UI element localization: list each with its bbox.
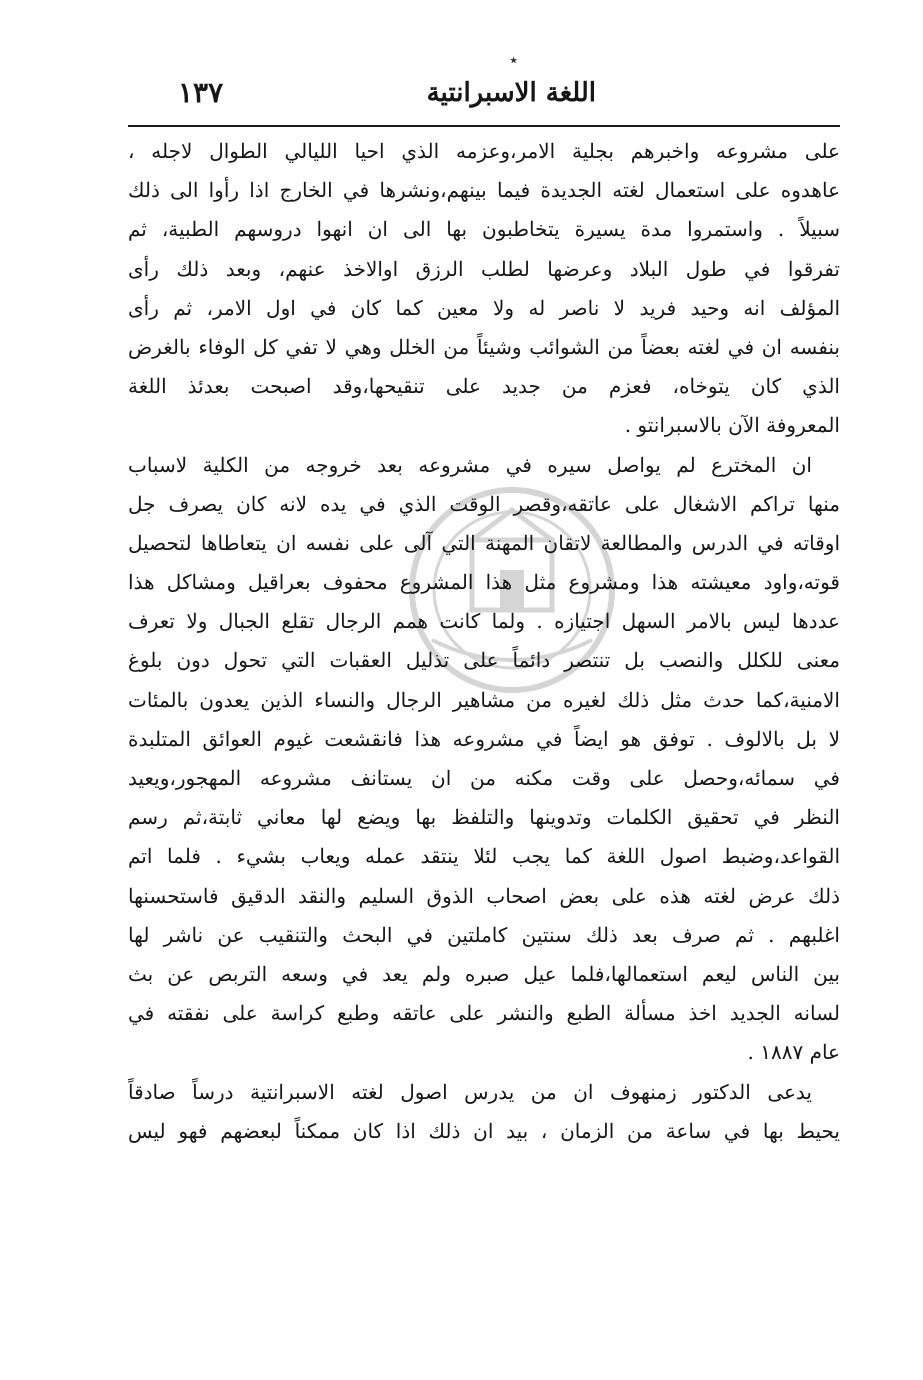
page-header [120,50,836,122]
text-line: المؤلف انه وحيد فريد لا ناصر له ولا معين كما كان في اول الامر، ثم رأى [128,295,840,320]
body-text [128,132,840,1151]
text-line: الذي كان يتوخاه، فعزم من جديد على تنقيحها،وقد اصبحت بعدئذ اللغة [128,374,840,399]
text-line: على مشروعه واخبرهم بجلية الامر،وعزمه الذي احيا الليالي الطوال لاجله ، [128,139,840,163]
text-line: القواعد،وضبط اصول اللغة كما يجب لئلا ينتقد عمله ويعاب بشيء . فلما اتم [128,844,840,869]
text-line: اوقاته في الدرس والمطالعة لاتقان المهنة التي آلى على نفسه ان يتعاطاها لتحصيل [128,530,840,555]
text-line: قوته،واود معيشته هذا ومشروع مثل هذا المشروع محفوف بعراقيل ومشاكل هذا [128,570,840,595]
text-line: منها تراكم الاشغال على عاتقه،وقصر الوقت الذي في يده لانه كان يصرف جل [128,491,840,516]
text-line: لسانه الجديد اخذ مسألة الطبع والنشر على عاتقه وطبع كراسة على نفقته في [128,1001,840,1026]
text-line: المعروفة الآن بالاسبرانتو . [624,413,840,438]
text-line: النظر في تحقيق الكلمات وتدوينها والتلفظ بها ويضع لها معاني ثابتة،ثم رسم [128,805,840,830]
text-line: ذلك عرض لغته هذه على بعض اصحاب الذوق السليم والنقد الدقيق فاستحسنها [128,883,840,908]
header-rule [128,125,840,127]
text-line: يحيط بها في ساعة من الزمان ، بيد ان ذلك اذا كان ممكناً لبعضهم فهو ليس [128,1118,840,1143]
text-line: عددها ليس بالامر السهل اجتيازه . ولما كانت همم الرجال تقلع الجبال ولا تعرف [128,609,840,634]
ornament-mark: ٭ [509,50,518,69]
text-line: بين الناس ليعم استعمالها،فلما عيل صبره ولم يعد في وسعه التربص عن بث [128,961,840,986]
text-line: ان المخترع لم يواصل سيره في مشروعه بعد خروجه من الكلية لاسباب [128,452,812,477]
text-line: في سمائه،وحصل على وقت مكنه من ان يستانف مشروعه المهجور،ويعيد [128,766,840,790]
text-line: عاهدوه على استعمال لغته الجديدة فيما بينهم،ونشرها في الخارج اذا رأوا الى ذلك [128,178,840,203]
text-line: سبيلاً . واستمروا مدة يسيرة يتخاطبون بها الى ان انهوا دروسهم الطبية، ثم [128,217,840,242]
text-line: معنى للكلل والنصب بل تنتصر دائماً على تذليل العقبات التي تحول دون بلوغ [128,648,840,673]
running-head: اللغة الاسبرانتية [426,78,596,108]
text-line: اغلبهم . ثم صرف بعد ذلك سنتين كاملتين في البحث والتنقيب عن ناشر لها [128,922,840,947]
text-line: عام ١٨٨٧ . [747,1040,840,1065]
text-line: يدعى الدكتور زمنهوف ان من يدرس اصول لغته الاسبرانتية درساً صادقاً [128,1079,812,1104]
page-number: ١٣٧ [178,76,224,109]
text-line: لا بل بالالوف . توفق هو ايضاً في مشروعه هذا فانقشعت غيوم العوائق المتلبدة [128,726,840,751]
text-line: الامنية،كما حدث مثل ذلك لغيره من مشاهير الرجال والنساء الذين يعدون بالمئات [128,687,840,712]
text-line: تفرقوا في طول البلاد وعرضها لطلب الرزق اوالاخذ عنهم، وبعد ذلك رأى [128,256,840,281]
text-line: بنفسه ان في لغته بعضاً من الشوائب وشيئاً من الخلل وهي لا تفي كل الوفاء بالغرض [128,334,840,359]
